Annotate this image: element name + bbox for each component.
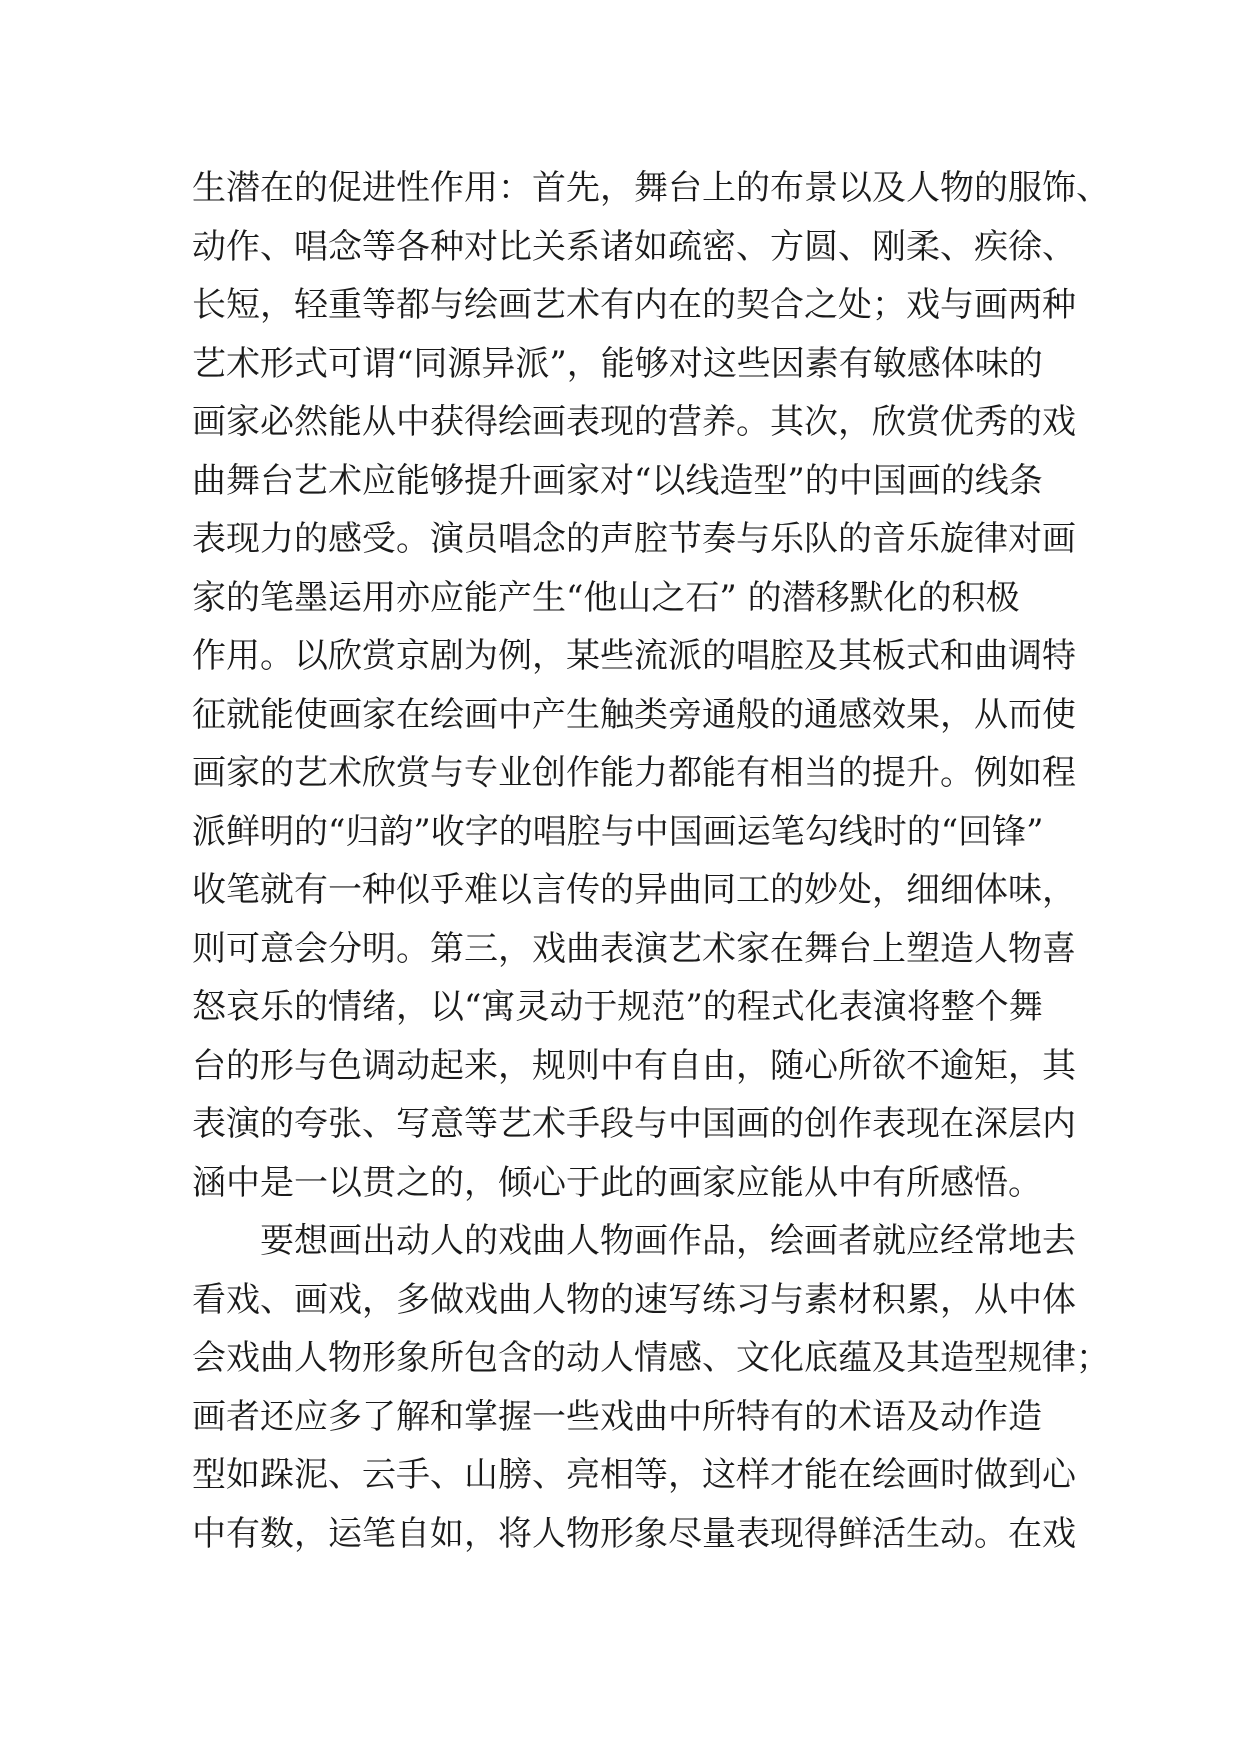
text-line: 表现力的感受。演员唱念的声腔节奏与乐队的音乐旋律对画	[192, 519, 1076, 559]
text-line: 家的笔墨运用亦应能产生“他山之石” 的潜移默化的积极	[192, 577, 1020, 618]
text-line: 表演的夸张、写意等艺术手段与中国画的创作表现在深层内	[192, 1104, 1076, 1144]
text-line: 画者还应多了解和掌握一些戏曲中所特有的术语及动作造	[192, 1396, 1042, 1437]
text-line: 画家必然能从中获得绘画表现的营养。其次，欣赏优秀的戏	[192, 402, 1076, 442]
text-line: 涵中是一以贯之的，倾心于此的画家应能从中有所感悟。	[192, 1162, 1042, 1203]
text-line: 动作、唱念等各种对比关系诸如疏密、方圆、刚柔、疾徐、	[192, 226, 1076, 267]
body-text	[192, 159, 1110, 1563]
text-line: 则可意会分明。第三，戏曲表演艺术家在舞台上塑造人物喜	[192, 928, 1076, 969]
text-line: 长短，轻重等都与绘画艺术有内在的契合之处；戏与画两种	[192, 285, 1076, 325]
text-line: 型如跺泥、云手、山膀、亮相等，这样才能在绘画时做到心	[192, 1455, 1076, 1495]
text-line: 台的形与色调动起来，规则中有自由，随心所欲不逾矩，其	[192, 1045, 1076, 1086]
text-line: 派鲜明的“归韵”收字的唱腔与中国画运笔勾线时的“回锋”	[192, 811, 1044, 852]
text-line: 看戏、画戏，多做戏曲人物的速写练习与素材积累，从中体	[192, 1279, 1076, 1320]
text-line: 怒哀乐的情绪，以“寓灵动于规范”的程式化表演将整个舞	[192, 987, 1043, 1027]
paragraph-start-line: 要想画出动人的戏曲人物画作品，绘画者就应经常地去	[260, 1221, 1076, 1261]
text-line: 征就能使画家在绘画中产生触类旁通般的通感效果，从而使	[192, 694, 1076, 735]
text-line: 中有数，运笔自如，将人物形象尽量表现得鲜活生动。在戏	[192, 1513, 1076, 1554]
text-line: 会戏曲人物形象所包含的动人情感、文化底蕴及其造型规律；	[192, 1338, 1110, 1378]
text-line: 生潜在的促进性作用：首先，舞台上的布景以及人物的服饰、	[192, 168, 1110, 208]
text-line: 曲舞台艺术应能够提升画家对“以线造型”的中国画的线条	[192, 460, 1043, 501]
text-line: 收笔就有一种似乎难以言传的异曲同工的妙处，细细体味，	[192, 870, 1076, 910]
text-line: 艺术形式可谓“同源异派”，能够对这些因素有敏感体味的	[192, 343, 1043, 384]
text-line: 作用。以欣赏京剧为例，某些流派的唱腔及其板式和曲调特	[192, 636, 1076, 676]
text-line: 画家的艺术欣赏与专业创作能力都能有相当的提升。例如程	[192, 753, 1076, 793]
